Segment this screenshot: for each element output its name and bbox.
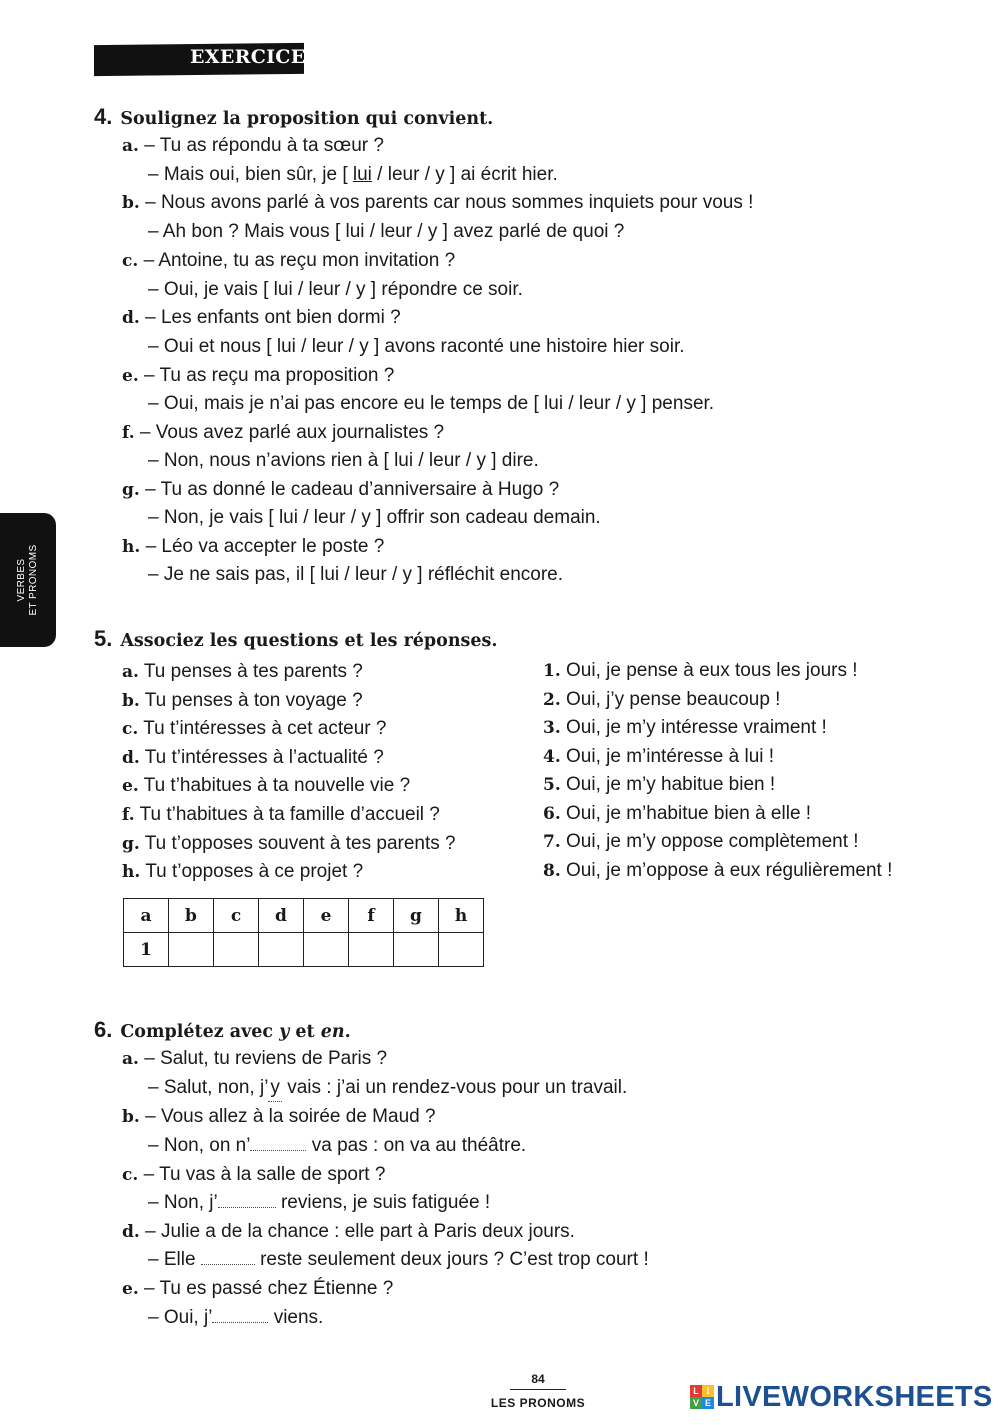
answer-grid — [123, 898, 484, 967]
grid-header-cell: d — [259, 899, 304, 933]
underlined-choice: lui — [352, 164, 372, 185]
answer-line: – Oui, j’ viens. — [148, 1307, 324, 1328]
match-question: g. Tu t’opposes souvent à tes parents ? — [122, 833, 456, 854]
answer-line[interactable]: – Non, nous n’avions rien à [ lui / leur / y ] dire. — [148, 450, 539, 471]
grid-answer-cell[interactable] — [214, 933, 259, 967]
grid-answer-cell[interactable] — [349, 933, 394, 967]
grid-answer-cell[interactable] — [259, 933, 304, 967]
match-question: b. Tu penses à ton voyage ? — [122, 690, 363, 711]
exercise-5-title — [94, 626, 497, 652]
exercise-instruction: Soulignez la proposition qui convient. — [120, 109, 494, 129]
grid-header-cell: g — [394, 899, 439, 933]
match-question: h. Tu t’opposes à ce projet ? — [122, 861, 364, 882]
blank-field[interactable] — [201, 1247, 255, 1265]
grid-header-cell: a — [124, 899, 169, 933]
answer-line: – Non, j’ reviens, je suis fatiguée ! — [148, 1192, 491, 1213]
answer-line[interactable]: – Oui, mais je n’ai pas encore eu le temps de [ lui / leur / y ] penser. — [148, 393, 715, 414]
question-line: d. – Les enfants ont bien dormi ? — [122, 307, 401, 328]
blank-field[interactable] — [218, 1190, 276, 1208]
match-answer: 6. Oui, je m’habitue bien à elle ! — [543, 803, 812, 824]
match-answer: 2. Oui, j’y pense beaucoup ! — [543, 689, 781, 710]
logo-letter: L — [690, 1385, 702, 1397]
page-number: 84 — [531, 1372, 545, 1386]
page-section-label: LES PRONOMS — [490, 1396, 586, 1410]
exercise-number: 6. — [94, 1017, 113, 1042]
exercise-number: 5. — [94, 626, 113, 651]
question-line: a. – Salut, tu reviens de Paris ? — [122, 1048, 388, 1069]
question-line: f. – Vous avez parlé aux journalistes ? — [122, 422, 445, 443]
grid-answer-cell[interactable] — [394, 933, 439, 967]
answer-line[interactable]: – Ah bon ? Mais vous [ lui / leur / y ] avez parlé de quoi ? — [148, 221, 625, 242]
grid-header-cell: b — [169, 899, 214, 933]
question-line: b. – Nous avons parlé à vos parents car nous sommes inquiets pour vous ! — [122, 192, 754, 213]
question-line: d. – Julie a de la chance : elle part à Paris deux jours. — [122, 1221, 575, 1242]
grid-header-cell: e — [304, 899, 349, 933]
answer-line[interactable]: – Oui, je vais [ lui / leur / y ] répondre ce soir. — [148, 279, 523, 300]
match-answer: 4. Oui, je m’intéresse à lui ! — [543, 746, 775, 767]
match-question: a. Tu penses à tes parents ? — [122, 661, 363, 682]
answer-line: – Elle reste seulement deux jours ? C’est trop court ! — [148, 1249, 649, 1270]
question-line: c. – Antoine, tu as reçu mon invitation ? — [122, 250, 456, 271]
liveworksheets-brand[interactable]: LIVEWORKSHEETS — [716, 1381, 993, 1413]
exercise-6-title: 6. Complétez avec y et en. — [94, 1017, 351, 1042]
match-question: e. Tu t’habitues à ta nouvelle vie ? — [122, 775, 411, 796]
match-answer: 5. Oui, je m’y habitue bien ! — [543, 774, 776, 795]
blank-field[interactable] — [212, 1305, 268, 1323]
grid-answer-cell[interactable] — [439, 933, 484, 967]
grid-header-cell: h — [439, 899, 484, 933]
match-answer: 7. Oui, je m’y oppose complètement ! — [543, 831, 859, 852]
answer-grid-input-row — [124, 933, 484, 967]
question-line: c. – Tu vas à la salle de sport ? — [122, 1164, 386, 1185]
header-banner-text: EXERCICES — [190, 46, 320, 68]
question-line: b. – Vous allez à la soirée de Maud ? — [122, 1106, 436, 1127]
match-question: f. Tu t’habitues à ta famille d’accueil ? — [122, 804, 440, 825]
grid-header-cell: c — [214, 899, 259, 933]
exercise-4-title — [94, 104, 493, 130]
grid-answer-cell[interactable]: 1 — [124, 933, 169, 967]
grid-header-cell: f — [349, 899, 394, 933]
page-number-rule — [510, 1389, 566, 1390]
answer-line: – Non, on n’ va pas : on va au théâtre. — [148, 1135, 527, 1156]
exercise-instruction: Associez les questions et les réponses. — [120, 631, 498, 651]
answer-line[interactable]: – Non, je vais [ lui / leur / y ] offrir son cadeau demain. — [148, 507, 601, 528]
blank-field[interactable] — [250, 1133, 306, 1151]
match-answer: 8. Oui, je m’oppose à eux régulièrement ! — [543, 860, 893, 881]
filled-blank[interactable]: y — [268, 1075, 282, 1102]
side-tab-line2: ET PRONOMS — [28, 544, 39, 616]
answer-grid-header-row — [124, 899, 484, 933]
question-line: h. – Léo va accepter le poste ? — [122, 536, 385, 557]
side-tab-label — [16, 520, 40, 640]
match-answer: 1. Oui, je pense à eux tous les jours ! — [543, 660, 858, 681]
answer-line[interactable]: – Je ne sais pas, il [ lui / leur / y ] réfléchit encore. — [148, 564, 564, 585]
grid-answer-cell[interactable] — [304, 933, 349, 967]
answer-line[interactable]: – Mais oui, bien sûr, je [ lui / leur / y ] ai écrit hier. — [148, 164, 558, 185]
question-line: e. – Tu es passé chez Étienne ? — [122, 1278, 394, 1299]
answer-line[interactable]: – Oui et nous [ lui / leur / y ] avons raconté une histoire hier soir. — [148, 336, 685, 357]
question-line: g. – Tu as donné le cadeau d’anniversaire à Hugo ? — [122, 479, 560, 500]
liveworksheets-logo-icon — [690, 1385, 714, 1409]
exercise-number: 4. — [94, 104, 113, 129]
match-question: d. Tu t’intéresses à l’actualité ? — [122, 747, 384, 768]
grid-answer-cell[interactable] — [169, 933, 214, 967]
match-question: c. Tu t’intéresses à cet acteur ? — [122, 718, 387, 739]
logo-letter: E — [702, 1397, 714, 1409]
question-line: a. – Tu as répondu à ta sœur ? — [122, 135, 384, 156]
logo-letter: I — [702, 1385, 714, 1397]
side-tab-line1: VERBES — [16, 558, 27, 602]
question-line: e. – Tu as reçu ma proposition ? — [122, 365, 395, 386]
logo-letter: V — [690, 1397, 702, 1409]
answer-line: – Salut, non, j’ y vais : j’ai un rendez-vous pour un travail. — [148, 1075, 627, 1102]
match-answer: 3. Oui, je m’y intéresse vraiment ! — [543, 717, 827, 738]
